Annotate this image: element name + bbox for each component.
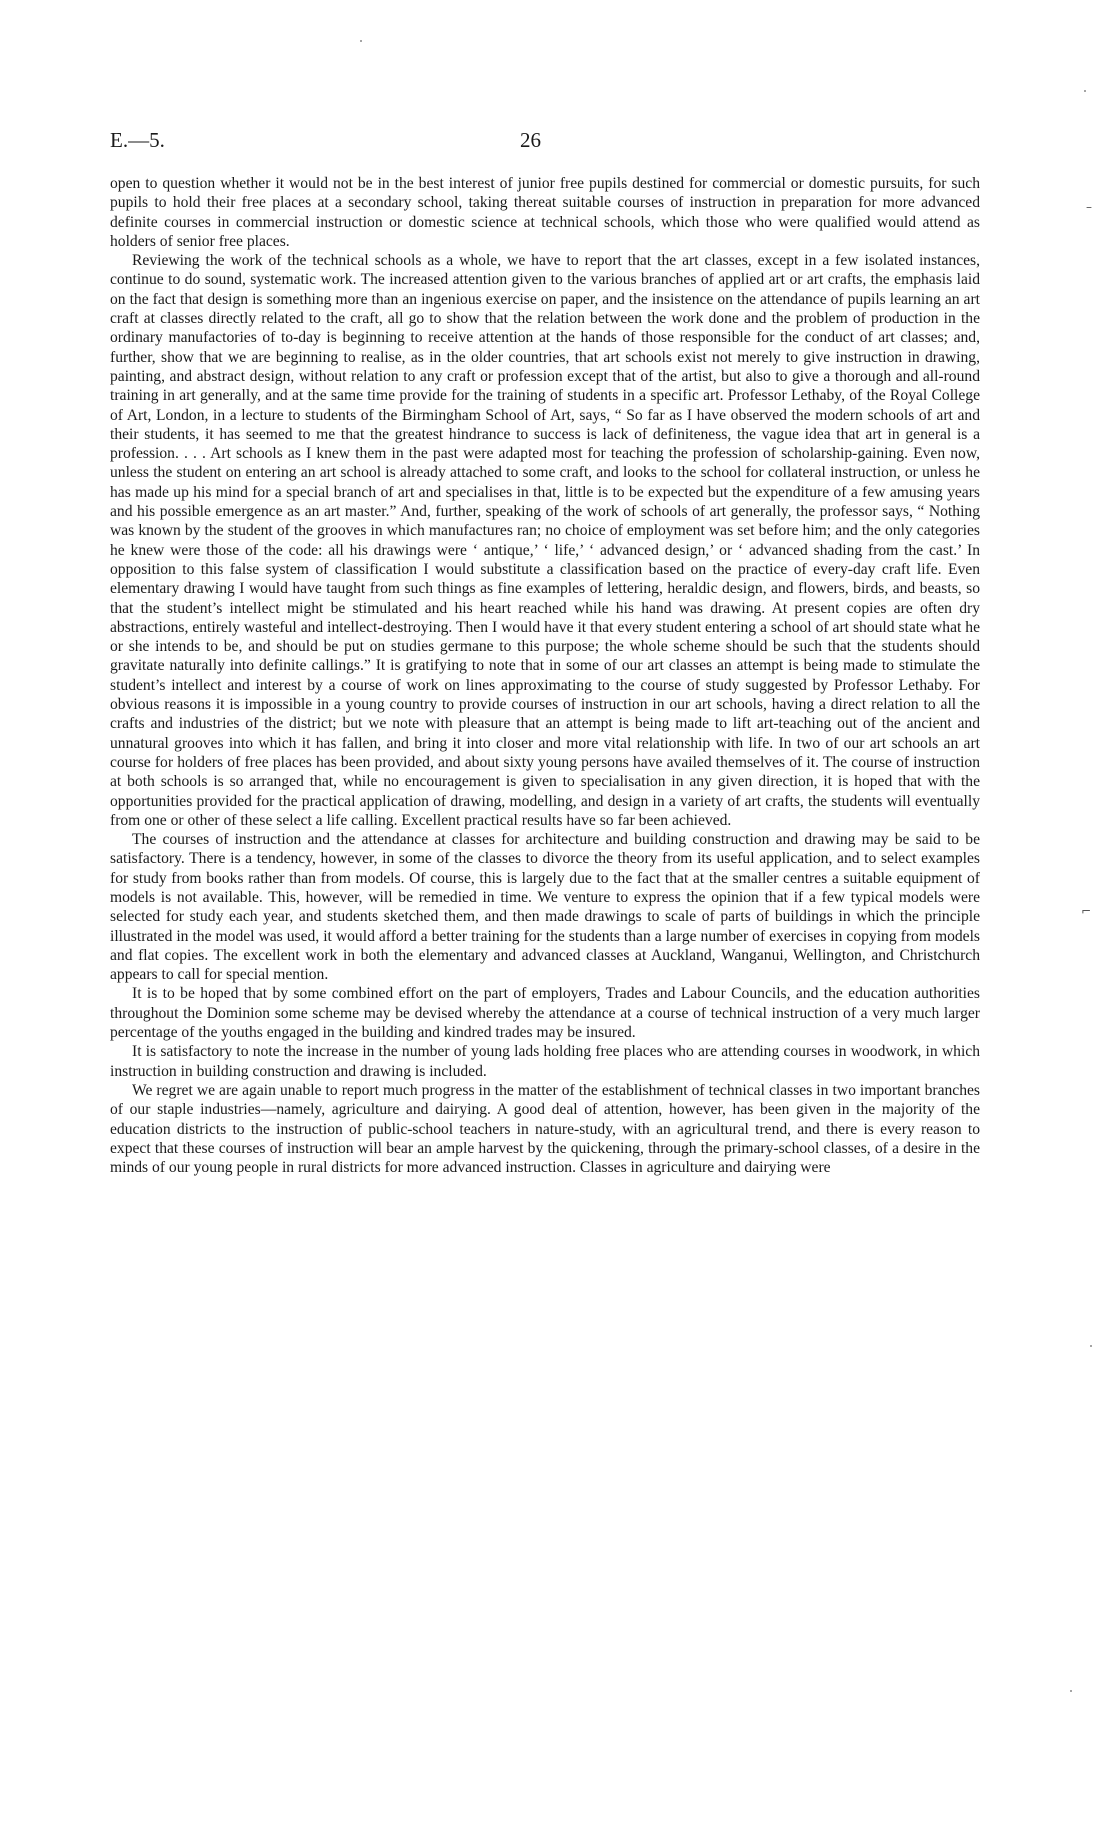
page-number: 26 (520, 128, 541, 152)
paragraph: open to question whether it would not be in the best interest of junior free pupils destined for commercial or domestic pursuits, for such pupils to hold their free places at a secondary school, taking thereat suitable courses of instruction in preparation for more advanced definite courses in commercial instruction or domestic science at technical schools, which those who were qualified would attend as holders of senior free places. (110, 175, 980, 250)
margin-mark: – (1086, 200, 1092, 214)
page-header (110, 128, 980, 160)
scan-speck (1084, 90, 1086, 92)
paragraph: Reviewing the work of the technical schools as a whole, we have to report that the art classes, except in a few isolated instances, continue to do sound, systematic work. The increased attention given to the various branches of applied art or art crafts, the emphasis laid on the fact that design is something more than an ingenious exercise on paper, and the insistence on the attendance of pupils learning an art craft at classes directly related to the craft, all go to show that the relation between the work done and the problem of production in the ordinary manufactories of to-day is beginning to receive attention at the hands of those responsible for the conduct of art classes; and, further, show that we are beginning to realise, as in the older countries, that art schools exist not merely to give instruction in drawing, painting, and abstract design, without relation to any craft or profession except that of the artist, but also to give a thorough and all-round training in art generally, and at the same time provide for the training of students in a specific art. Professor Lethaby, of the Royal College of Art, London, in a lecture to students of the Birmingham School of Art, says, “ So far as I have observed the modern schools of art and their students, it has seemed to me that the greatest hindrance to success is lack of definiteness, the vague idea that art in general is a profession. . . . Art schools as I knew them in the past were adapted most for teaching the profession of scholarship-gaining. Even now, unless the student on entering an art school is already attached to some craft, and looks to the school for collateral instruction, or unless he has made up his mind for a special branch of art and specialises in that, little is to be expected but the expenditure of a few amusing years and his possible emergence as an art master.” And, further, speaking of the work of schools of art generally, the professor says, “ Nothing was known by the student of the grooves in which manufactures ran; no choice of employment was set before him; and the only categories he knew were those of the code: all his drawings were ‘ antique,’ ‘ life,’ ‘ advanced design,’ or ‘ advanced shading from the cast.’ In opposition to this false system of classification I would substitute a classification based on the practice of every-day craft life. Even elementary drawing I would have taught from such things as fine examples of lettering, heraldic design, and flowers, birds, and beasts, so that the student’s intellect might be stimulated and his heart reached while his hand was drawing. At present copies are often dry abstractions, entirely wasteful and intellect-destroying. Then I would have it that every student entering a school of art should state what he or she intends to be, and should be put on studies germane to this purpose; the whole scheme should be such that the students should gravitate naturally into definite callings.” It is gratifying to note that in some of our art classes an attempt is being made to stimulate the student’s intellect and interest by a course of work on lines approximating to the course of study suggested by Professor Lethaby. For obvious reasons it is impossible in a young country to provide courses of instruction in our art schools, having a direct relation to all the crafts and industries of the district; but we note with pleasure that an attempt is being made to lift art-teaching out of the ancient and unnatural grooves into which it has fallen, and bring it into closer and more vital relationship with life. In two of our art schools an art course for holders of free places has been provided, and about sixty young persons have availed themselves of it. The course of instruction at both schools is so arranged that, while no encouragement is given to specialisation in any given direction, it is hoped that with the opportunities provided for the practical application of drawing, modelling, and design in a variety of art crafts, the students will eventually from one or other of these select a life calling. Excellent practical results have so far been achieved. (110, 252, 980, 829)
paragraph: The courses of instruction and the attendance at classes for architecture and building construction and drawing may be said to be satisfactory. There is a tendency, however, in some of the classes to divorce the theory from its useful application, and to select examples for study from books rather than from models. Of course, this is largely due to the fact that at the smaller centres a suitable equipment of models is not available. This, however, will be remedied in time. We venture to express the opinion that if a few typical models were selected for study each year, and students sketched them, and then made drawings to scale of parts of buildings in which the principle illustrated in the model was used, it would afford a better training for the students than a large number of exercises in copying from models and flat copies. The excellent work in both the elementary and advanced classes at Auckland, Wanganui, Wellington, and Christchurch appears to call for special mention. (110, 831, 980, 984)
paragraph: We regret we are again unable to report much progress in the matter of the establishment of technical classes in two important branches of our staple industries—namely, agriculture and dairying. A good deal of attention, however, has been given in the majority of the education districts to the instruction of public-school teachers in nature-study, with an agricultural trend, and there is every reason to expect that these courses of instruction will bear an ample harvest by the quickening, through the primary-school classes, of a desire in the minds of our young people in rural districts for more advanced instruction. Classes in agriculture and dairying were (110, 1081, 980, 1177)
scan-speck (1090, 1345, 1092, 1347)
paragraph: It is to be hoped that by some combined effort on the part of employers, Trades and Labour Councils, and the education authorities throughout the Dominion some scheme may be devised whereby the attendance at a course of technical instruction of a very much larger percentage of the youths engaged in the building and kindred trades may be insured. (110, 985, 980, 1042)
document-body (110, 174, 980, 1177)
scan-speck (360, 40, 362, 42)
scan-speck (1070, 1690, 1072, 1692)
margin-mark: ⌐ (1081, 904, 1092, 918)
paragraph: It is satisfactory to note the increase in the number of young lads holding free places who are attending courses in woodwork, in which instruction in building construction and drawing is included. (110, 1043, 980, 1080)
document-reference: E.—5. (110, 128, 165, 152)
